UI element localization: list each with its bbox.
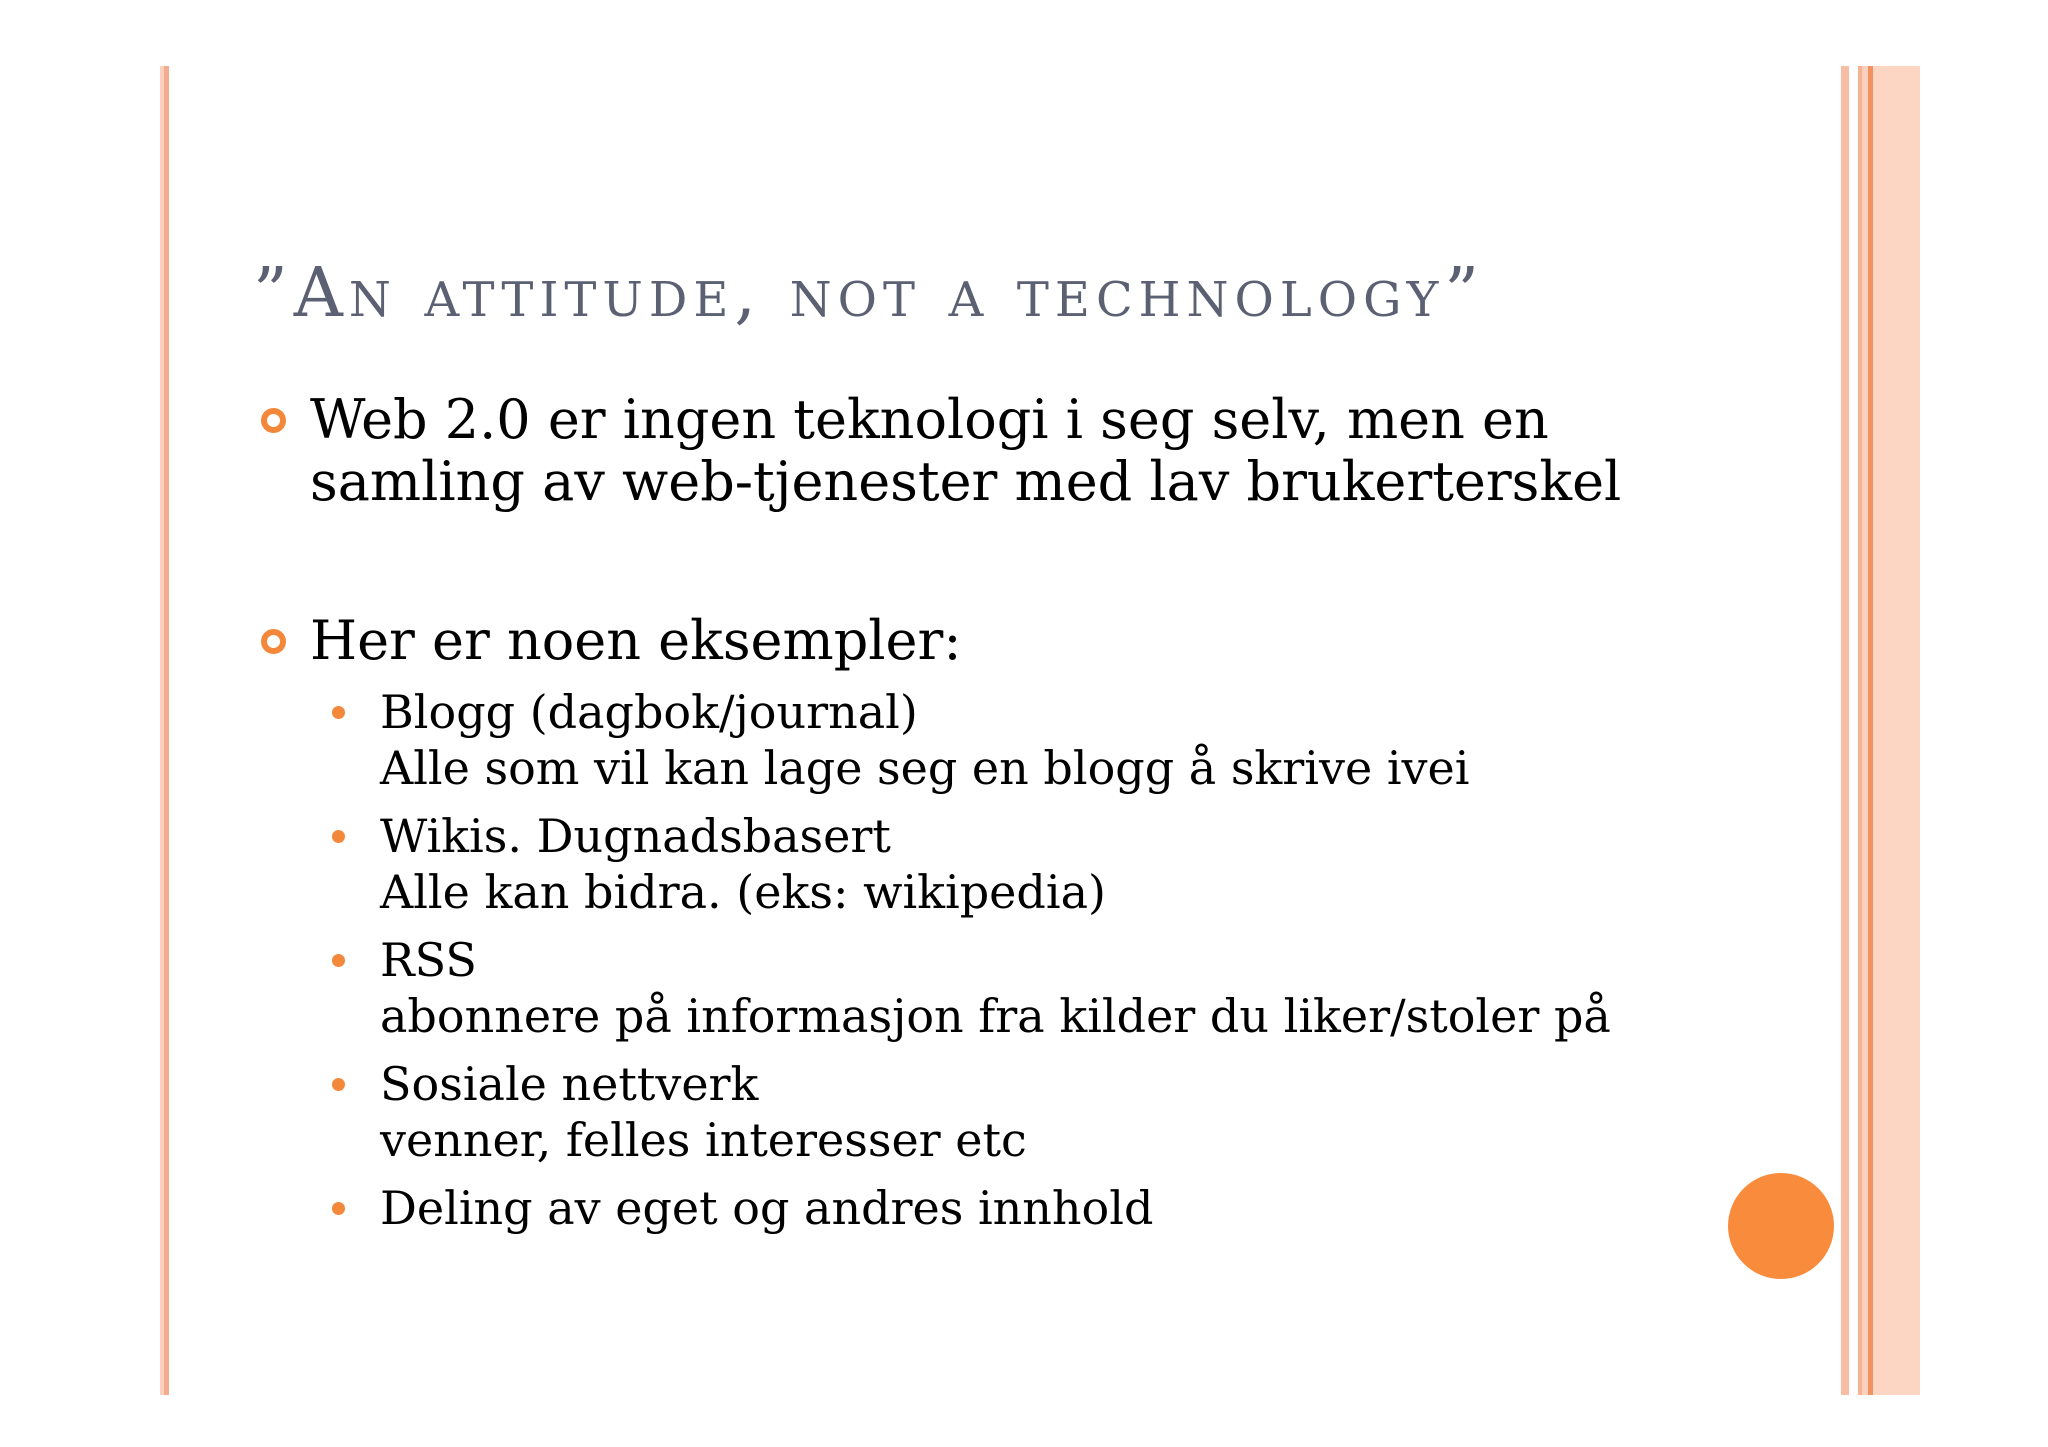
sub-bullet-title: Sosiale nettverk [380, 1057, 759, 1111]
sub-bullet-item [380, 1180, 1611, 1236]
right-border-decoration [1841, 66, 1920, 1395]
bullet-text-line: samling av web-tjenester med lav brukerterskel [310, 450, 1622, 513]
sub-bullet-detail: venner, felles interesser etc [380, 1113, 1027, 1167]
slide-title: ”An attitude, not a technology” [253, 254, 1486, 333]
sub-bullet-list [380, 684, 1611, 1236]
sub-bullet-item [380, 684, 1611, 796]
filled-dot-bullet-icon [332, 1202, 345, 1215]
sub-bullet-detail: Alle kan bidra. (eks: wikipedia) [380, 865, 1106, 919]
bullet-text-line: Her er noen eksempler: [310, 609, 962, 672]
sub-bullet-detail: Alle som vil kan lage seg en blogg å skrive ivei [380, 741, 1470, 795]
bullet-text-line: Web 2.0 er ingen teknologi i seg selv, men en [310, 388, 1549, 451]
filled-dot-bullet-icon [332, 954, 345, 967]
orange-circle-decoration [1728, 1173, 1834, 1279]
sub-bullet-title: Wikis. Dugnadsbasert [380, 809, 891, 863]
filled-dot-bullet-icon [332, 1078, 345, 1091]
filled-dot-bullet-icon [332, 706, 345, 719]
sub-bullet-title: Blogg (dagbok/journal) [380, 685, 918, 739]
left-border-decoration [160, 66, 169, 1395]
sub-bullet-item [380, 1056, 1611, 1168]
sub-bullet-detail: abonnere på informasjon fra kilder du liker/stoler på [380, 989, 1611, 1043]
bullet-item [310, 610, 962, 672]
sub-bullet-item [380, 932, 1611, 1044]
circle-outline-bullet-icon [261, 408, 286, 433]
filled-dot-bullet-icon [332, 830, 345, 843]
circle-outline-bullet-icon [261, 629, 286, 654]
sub-bullet-item [380, 808, 1611, 920]
bullet-item [310, 389, 1621, 513]
sub-bullet-title: Deling av eget og andres innhold [380, 1181, 1154, 1235]
sub-bullet-title: RSS [380, 933, 477, 987]
